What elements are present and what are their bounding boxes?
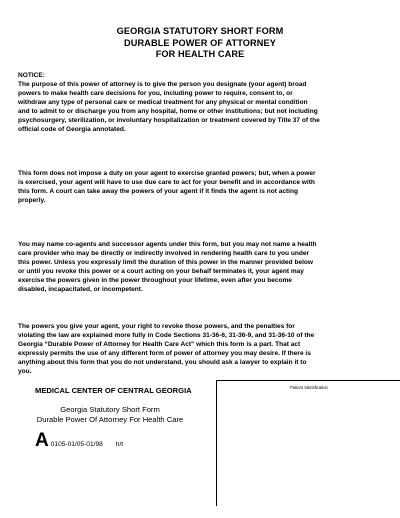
paragraph-line: violating the law are explained more fully in Code Sections 31-36-6, 31-36-9, and 31-36-10 of the [18,332,315,340]
co-agents-paragraph [18,240,386,294]
notice-line: psychosurgery, sterilization, or involuntary hospitalization or treatment covered by Title 37 of the [18,117,320,125]
form-letter: A [35,430,49,451]
paragraph-line: This form does not impose a duty on your agent to exercise granted powers; but, when a power [18,170,316,177]
form-number: 0105-01/05-01/98 [50,441,103,448]
patient-identification-label: Patient Identification [290,385,328,390]
paragraph-line: The powers you give your agent, your right to revoke those powers, and the penalties for [18,323,295,330]
paragraph-line: exercise the powers given in the power throughout your lifetime, even after you become [18,277,292,285]
patient-identification-box [216,380,400,506]
title-line: GEORGIA STATUTORY SHORT FORM [116,26,284,36]
paragraph-line: care provider who may be directly or indirectly involved in rendering health care to you under [18,250,310,258]
paragraph-line: You may name co-agents and successor agents under this form, but you may not name a health [18,241,317,248]
paragraph-line: expressly permits the use of any different form of power of attorney you may desire. If there is [18,350,311,358]
paragraph-line: this power. Unless you expressly limit the duration of this power in the manner provided below [18,259,314,267]
notice-heading: NOTICE: [18,72,45,79]
paragraph-line: this form. A court can take away the powers of your agent if it finds the agent is not acting [18,188,298,196]
paragraph-line: or until you revoke this power or a court acting on your behalf terminates it, your agent may [18,268,304,276]
organization-name: MEDICAL CENTER OF CENTRAL GEORGIA [35,386,192,395]
document-title [0,26,400,61]
notice-section [18,71,386,134]
form-footer [35,386,192,451]
paragraph-line: anything about this form that you do not understand, you should ask a lawyer to explain it to [18,359,307,367]
paragraph-line: you. [18,368,32,376]
paragraph-line: is exercised, your agent will have to use due care to act for your benefit and in accordance with [18,179,315,187]
notice-line: official code of Georgia annotated. [18,126,126,134]
notice-line: powers to make health care decisions for you, including power to require, consent to, or [18,90,293,98]
paragraph-line: disabled, incapacitated, or incompetent. [18,286,143,294]
legal-paragraph [18,322,386,376]
title-line: FOR HEALTH CARE [155,49,245,59]
notice-line: withdraw any type of personal care or medical treatment for any physical or mental condition [18,99,308,107]
notice-line: The purpose of this power of attorney is to give the person you designate (your agent) broad [18,81,307,89]
form-title-line: Georgia Statutory Short Form [60,405,160,414]
form-title-line: Durable Power Of Attorney For Health Care [36,415,184,424]
form-number-line [35,431,123,451]
duty-paragraph [18,169,386,205]
notice-line: and to admit to or discharge you from any hospital, home or other institutions; but not including [18,108,318,116]
form-title [35,405,185,425]
paragraph-line: Georgia “Durable Power of Attorney for Health Care Act” which this form is a part. That act [18,341,301,349]
title-line: DURABLE POWER OF ATTORNEY [124,37,276,48]
paragraph-line: properly. [18,197,46,205]
form-suffix: h/t [115,441,124,448]
